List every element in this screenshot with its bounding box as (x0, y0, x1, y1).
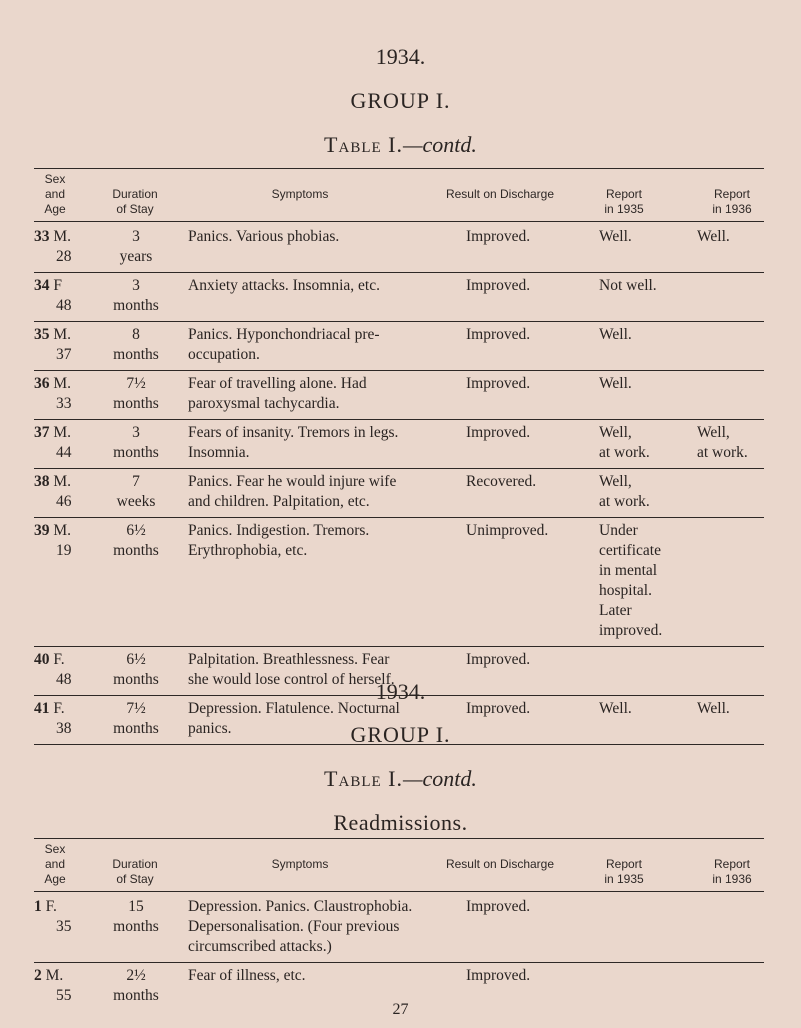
readm-header-result: Result on Discharge (445, 857, 555, 871)
main-row-symptoms: Panics. Hyponchondriacal pre- occupation. (188, 326, 380, 363)
main-row-rule (34, 370, 764, 371)
main-row-sex-age: 36 M. 33 (34, 375, 72, 412)
main-row-duration: 3 months (113, 277, 159, 314)
main-row-sex-age: 34 F 48 (34, 277, 72, 314)
main-row-sex-age: 40 F. 48 (34, 651, 72, 688)
readm-header-duration: Duration of Stay (112, 857, 158, 886)
main-row-report-1935: Well. (599, 700, 632, 717)
readm-row-sex-age: 2 M. 55 (34, 967, 72, 1004)
readm-header-report-1936: Report in 1936 (712, 857, 752, 886)
main-row-report-1935: Under certificate in mental hospital. Later improved. (599, 522, 663, 639)
readm-row-duration: 2½ months (113, 967, 159, 1004)
main-row-report-1935: Well. (599, 326, 632, 343)
group-title-2: GROUP I. (350, 722, 451, 747)
main-header-duration: Duration of Stay (112, 187, 158, 216)
main-row-sex-age: 38 M. 46 (34, 473, 72, 510)
group-title: GROUP I. (350, 88, 451, 113)
table-suffix-2: —contd. (402, 766, 477, 791)
main-row-sex-age: 35 M. 37 (34, 326, 72, 363)
main-row-rule (34, 468, 764, 469)
main-row-rule (34, 272, 764, 273)
main-row-sex-age: 39 M. 19 (34, 522, 72, 559)
readm-row-result: Improved. (466, 967, 531, 984)
main-header-result: Result on Discharge (445, 187, 555, 201)
page-number: 27 (392, 1001, 409, 1018)
readm-row-rule (34, 962, 764, 963)
readm-row-symptoms: Fear of illness, etc. (188, 967, 306, 984)
main-row-result: Recovered. (466, 473, 537, 490)
main-row-duration: 7½ months (113, 700, 159, 737)
main-row-symptoms: Fear of travelling alone. Had paroxysmal tachycardia. (188, 375, 367, 412)
table-title (0, 132, 801, 158)
main-row-duration: 3 years (119, 228, 153, 265)
main-header-sex-age: Sex and Age (44, 172, 66, 216)
main-row-result: Improved. (466, 277, 531, 294)
main-row-symptoms: Anxiety attacks. Insomnia, etc. (188, 277, 380, 294)
main-header-rule (34, 221, 764, 222)
readm-header-sex-age: Sex and Age (44, 842, 66, 886)
table-suffix: —contd. (402, 132, 477, 157)
main-row-symptoms: Panics. Various phobias. (188, 228, 340, 245)
main-row-duration: 6½ months (113, 651, 159, 688)
main-row-symptoms: Panics. Indigestion. Tremors. Erythrophobia, etc. (188, 522, 370, 559)
main-row-duration: 6½ months (113, 522, 159, 559)
main-row-duration: 7½ months (113, 375, 159, 412)
main-row-report-1936: Well, at work. (697, 424, 748, 461)
readm-header-report-1935: Report in 1935 (604, 857, 644, 886)
main-header-symptoms: Symptoms (271, 187, 329, 201)
main-row-report-1935: Well. (599, 228, 632, 245)
main-header-report-1935: Report in 1935 (604, 187, 644, 216)
readm-header-rule (34, 891, 764, 892)
main-row-result: Improved. (466, 228, 531, 245)
readm-row-duration: 15 months (113, 898, 159, 935)
readm-row-symptoms: Depression. Panics. Claustrophobia. Depersonalisation. (Four previous circumscribed attacks.) (188, 898, 413, 955)
main-row-result: Improved. (466, 375, 531, 392)
table-title-2 (0, 766, 801, 792)
main-row-symptoms: Depression. Flatulence. Nocturnal panics. (188, 700, 400, 737)
main-row-result: Improved. (466, 424, 531, 441)
main-row-report-1935: Well. (599, 375, 632, 392)
main-top-rule (34, 168, 764, 169)
table-word-2: Table I. (324, 766, 403, 791)
main-row-symptoms: Panics. Fear he would injure wife and children. Palpitation, etc. (188, 473, 397, 510)
main-row-duration: 8 months (113, 326, 159, 363)
main-row-rule (34, 517, 764, 518)
main-row-report-1935: Not well. (599, 277, 657, 294)
main-row-symptoms: Fears of insanity. Tremors in legs. Insomnia. (188, 424, 399, 461)
main-row-sex-age: 33 M. 28 (34, 228, 72, 265)
main-row-duration: 7 weeks (116, 473, 156, 510)
main-row-rule (34, 646, 764, 647)
page-year-2: 1934. (375, 679, 426, 704)
main-row-result: Unimproved. (466, 522, 549, 539)
readmissions-title: Readmissions. (333, 810, 468, 835)
main-row-report-1936: Well. (697, 700, 730, 717)
main-row-result: Improved. (466, 700, 531, 717)
main-row-report-1935: Well, at work. (599, 424, 650, 461)
main-row-result: Improved. (466, 651, 531, 668)
main-row-report-1936: Well. (697, 228, 730, 245)
page-year: 1934. (375, 44, 426, 69)
main-row-symptoms: Palpitation. Breathlessness. Fear she would lose control of herself. (188, 651, 395, 688)
main-row-duration: 3 months (113, 424, 159, 461)
readm-row-result: Improved. (466, 898, 531, 915)
main-row-rule (34, 321, 764, 322)
readm-header-symptoms: Symptoms (271, 857, 329, 871)
main-row-report-1935: Well, at work. (599, 473, 650, 510)
main-row-rule (34, 419, 764, 420)
table-word: Table I. (324, 132, 403, 157)
main-row-sex-age: 41 F. 38 (34, 700, 72, 737)
readm-row-sex-age: 1 F. 35 (34, 898, 72, 935)
main-header-report-1936: Report in 1936 (712, 187, 752, 216)
main-row-result: Improved. (466, 326, 531, 343)
readm-top-rule (34, 838, 764, 839)
main-row-sex-age: 37 M. 44 (34, 424, 72, 461)
